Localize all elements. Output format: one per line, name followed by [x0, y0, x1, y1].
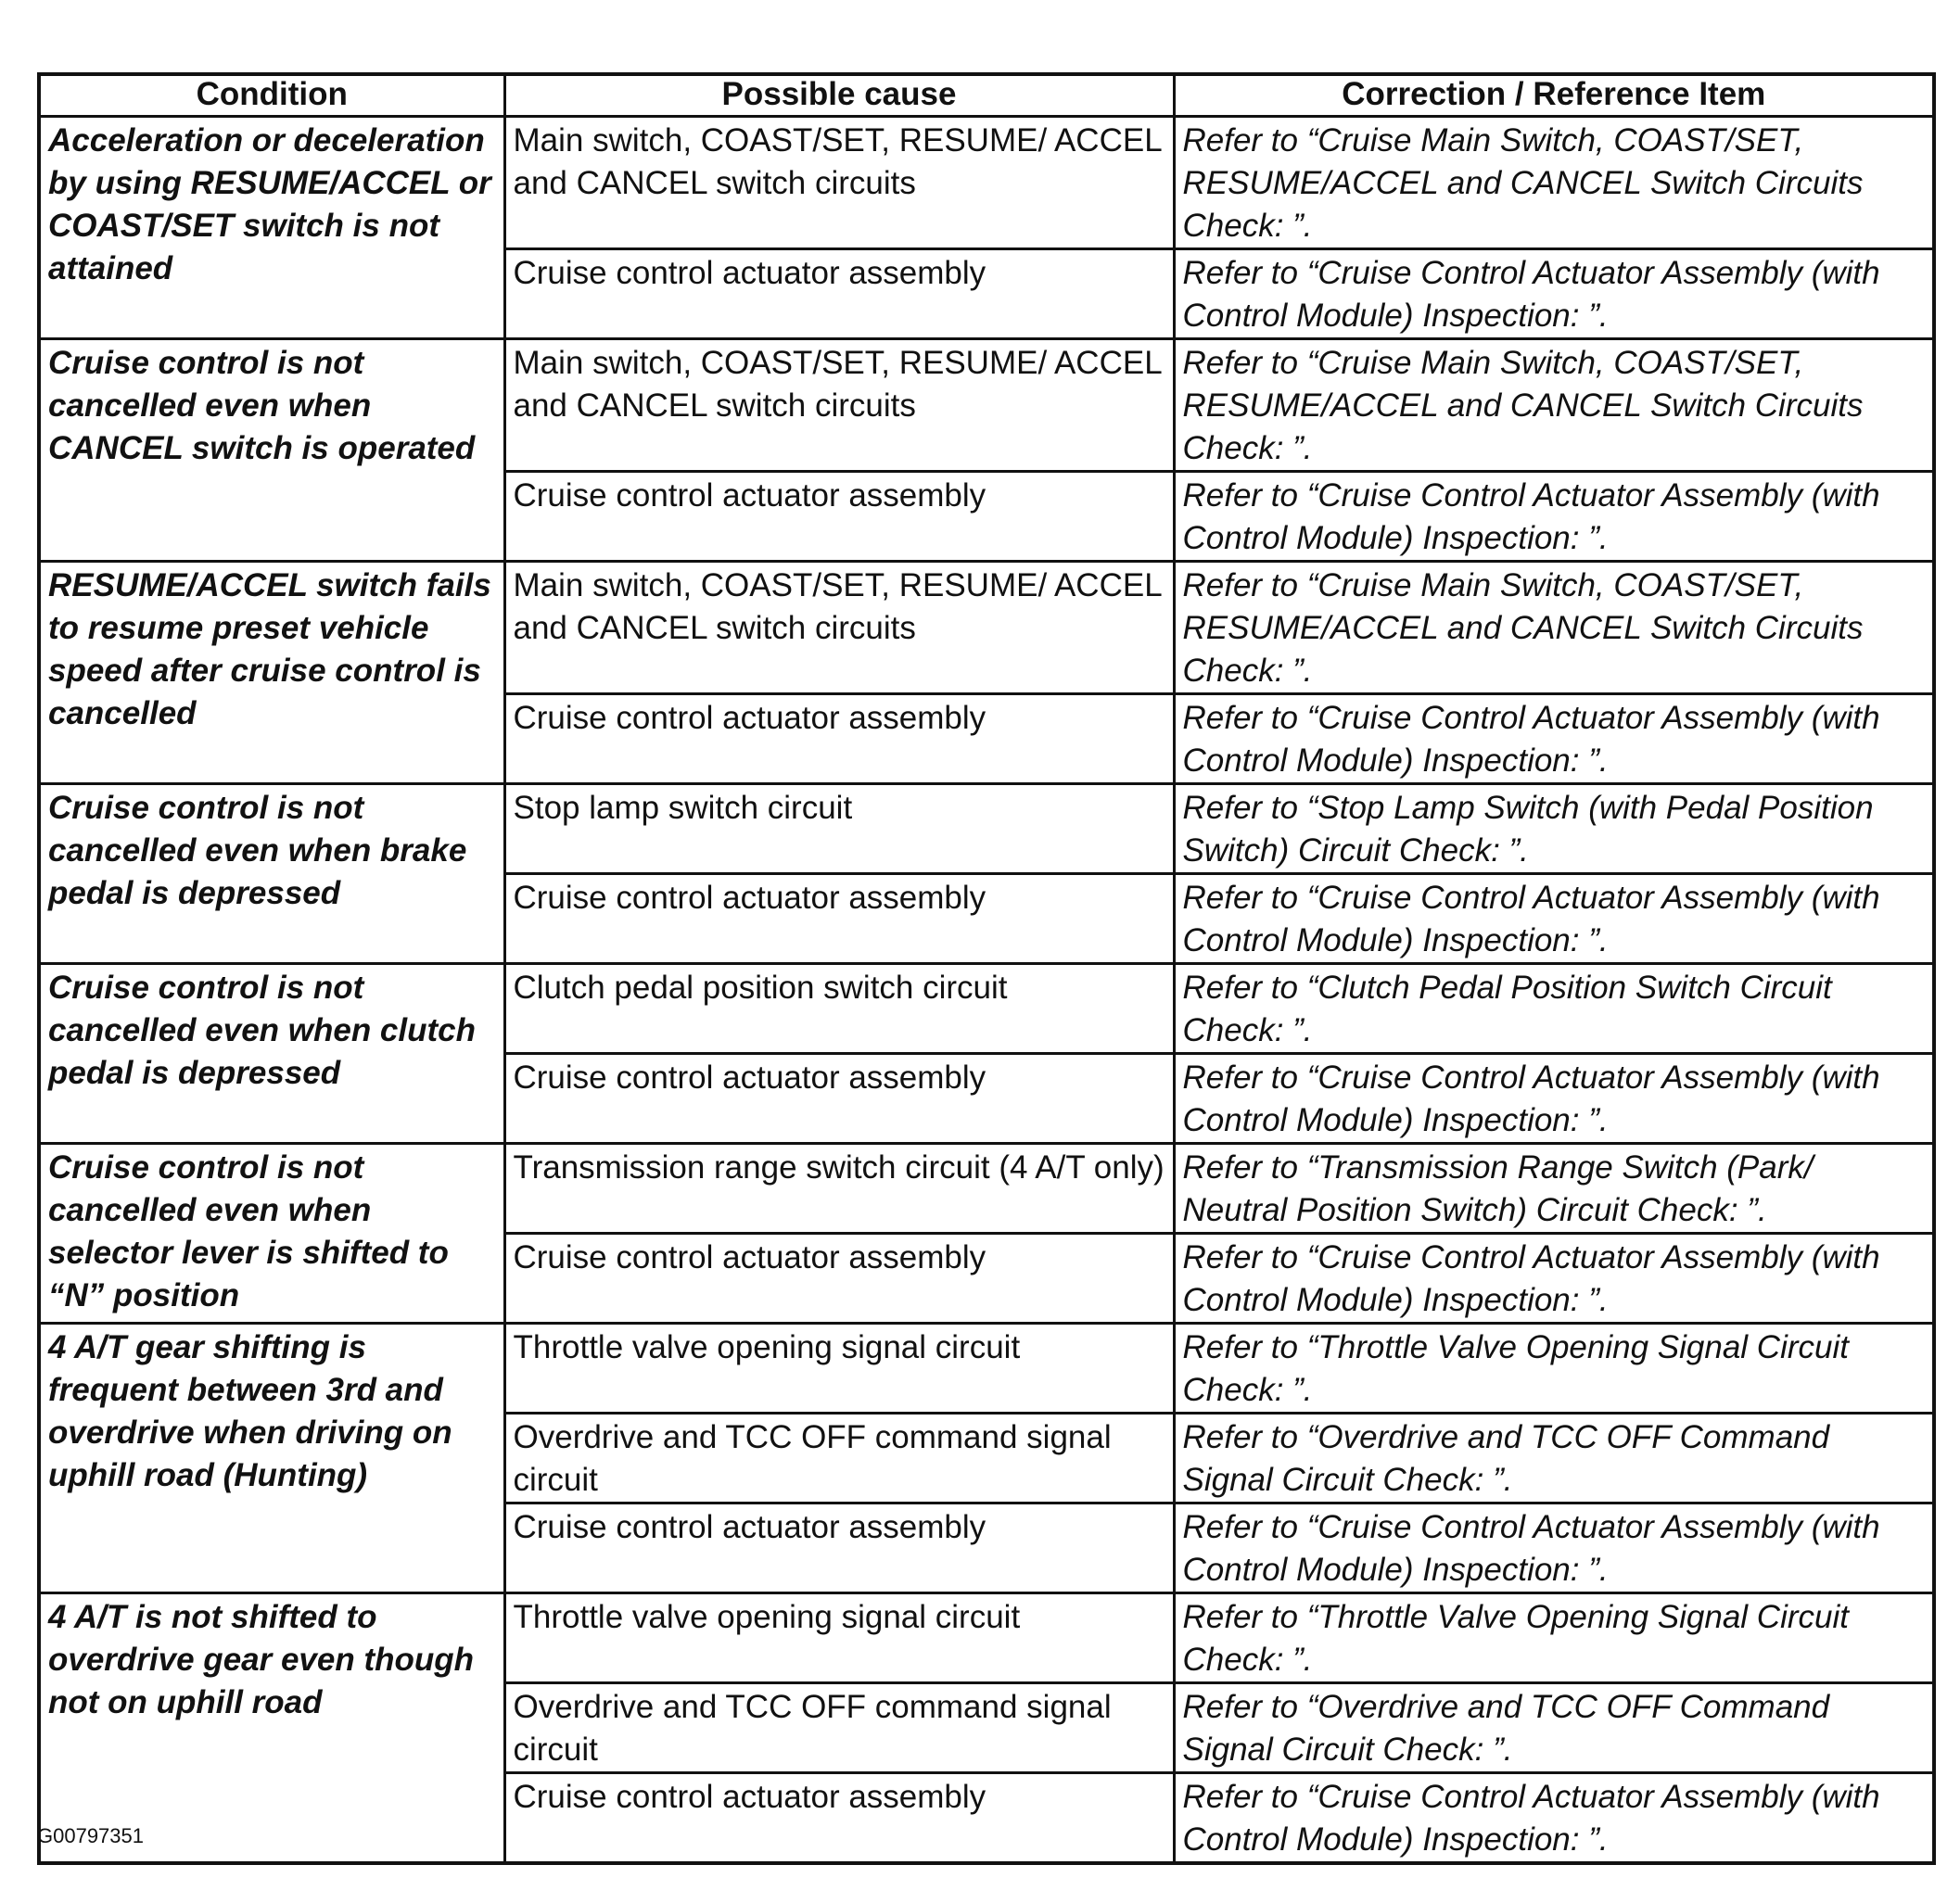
condition-cell: Cruise control is not cancelled even when CANCEL switch is operated — [39, 339, 504, 562]
cause-cell: Cruise control actuator assembly — [504, 1234, 1174, 1324]
correction-cell: Refer to “Cruise Control Actuator Assembly (with Control Module) Inspection: ”. — [1174, 1773, 1934, 1864]
correction-cell: Refer to “Throttle Valve Opening Signal Circuit Check: ”. — [1174, 1324, 1934, 1414]
table-row — [39, 1144, 1934, 1234]
header-possible-cause: Possible cause — [504, 74, 1174, 117]
figure-id-label: G00797351 — [37, 1824, 144, 1847]
correction-cell: Refer to “Cruise Control Actuator Assembly (with Control Module) Inspection: ”. — [1174, 1503, 1934, 1593]
condition-cell: Cruise control is not cancelled even when clutch pedal is depressed — [39, 964, 504, 1144]
cause-cell: Cruise control actuator assembly — [504, 874, 1174, 964]
cause-cell: Main switch, COAST/SET, RESUME/ ACCEL and CANCEL switch circuits — [504, 339, 1174, 472]
correction-cell: Refer to “Cruise Control Actuator Assembly (with Control Module) Inspection: ”. — [1174, 874, 1934, 964]
table-row — [39, 117, 1934, 249]
condition-cell: Cruise control is not cancelled even when brake pedal is depressed — [39, 784, 504, 964]
correction-cell: Refer to “Overdrive and TCC OFF Command Signal Circuit Check: ”. — [1174, 1414, 1934, 1503]
cause-cell: Cruise control actuator assembly — [504, 249, 1174, 339]
table-row — [39, 964, 1934, 1054]
condition-cell: Cruise control is not cancelled even when selector lever is shifted to “N” position — [39, 1144, 504, 1324]
table-row — [39, 339, 1934, 472]
cause-cell: Clutch pedal position switch circuit — [504, 964, 1174, 1054]
correction-cell: Refer to “Throttle Valve Opening Signal Circuit Check: ”. — [1174, 1593, 1934, 1683]
cause-cell: Overdrive and TCC OFF command signal circuit — [504, 1414, 1174, 1503]
condition-cell: 4 A/T gear shifting is frequent between 3rd and overdrive when driving on uphill road (Hunting) — [39, 1324, 504, 1593]
cause-cell: Main switch, COAST/SET, RESUME/ ACCEL and CANCEL switch circuits — [504, 562, 1174, 694]
correction-cell: Refer to “Clutch Pedal Position Switch Circuit Check: ”. — [1174, 964, 1934, 1054]
correction-cell: Refer to “Cruise Main Switch, COAST/SET, RESUME/ACCEL and CANCEL Switch Circuits Check: ”. — [1174, 339, 1934, 472]
cause-cell: Stop lamp switch circuit — [504, 784, 1174, 874]
cause-cell: Overdrive and TCC OFF command signal circuit — [504, 1683, 1174, 1773]
table-row — [39, 562, 1934, 694]
cause-cell: Cruise control actuator assembly — [504, 472, 1174, 562]
diagnosis-table — [37, 72, 1936, 1865]
correction-cell: Refer to “Stop Lamp Switch (with Pedal Position Switch) Circuit Check: ”. — [1174, 784, 1934, 874]
header-condition: Condition — [39, 74, 504, 117]
cause-cell: Cruise control actuator assembly — [504, 1503, 1174, 1593]
correction-cell: Refer to “Transmission Range Switch (Park/ Neutral Position Switch) Circuit Check: ”. — [1174, 1144, 1934, 1234]
cause-cell: Cruise control actuator assembly — [504, 694, 1174, 784]
cause-cell: Throttle valve opening signal circuit — [504, 1324, 1174, 1414]
correction-cell: Refer to “Cruise Control Actuator Assembly (with Control Module) Inspection: ”. — [1174, 472, 1934, 562]
correction-cell: Refer to “Cruise Main Switch, COAST/SET, RESUME/ACCEL and CANCEL Switch Circuits Check: ”. — [1174, 117, 1934, 249]
cause-cell: Main switch, COAST/SET, RESUME/ ACCEL and CANCEL switch circuits — [504, 117, 1174, 249]
correction-cell: Refer to “Cruise Control Actuator Assembly (with Control Module) Inspection: ”. — [1174, 694, 1934, 784]
table-row — [39, 784, 1934, 874]
header-row — [39, 74, 1934, 117]
cause-cell: Throttle valve opening signal circuit — [504, 1593, 1174, 1683]
condition-cell: 4 A/T is not shifted to overdrive gear even though not on uphill road — [39, 1593, 504, 1864]
condition-cell: RESUME/ACCEL switch fails to resume preset vehicle speed after cruise control is cancelled — [39, 562, 504, 784]
correction-cell: Refer to “Cruise Main Switch, COAST/SET, RESUME/ACCEL and CANCEL Switch Circuits Check: ”. — [1174, 562, 1934, 694]
cause-cell: Cruise control actuator assembly — [504, 1054, 1174, 1144]
table-row — [39, 1324, 1934, 1414]
correction-cell: Refer to “Overdrive and TCC OFF Command Signal Circuit Check: ”. — [1174, 1683, 1934, 1773]
correction-cell: Refer to “Cruise Control Actuator Assembly (with Control Module) Inspection: ”. — [1174, 1054, 1934, 1144]
cause-cell: Cruise control actuator assembly — [504, 1773, 1174, 1864]
cause-cell: Transmission range switch circuit (4 A/T only) — [504, 1144, 1174, 1234]
header-correction: Correction / Reference Item — [1174, 74, 1934, 117]
table-row — [39, 1593, 1934, 1683]
condition-cell: Acceleration or deceleration by using RESUME/ACCEL or COAST/SET switch is not attained — [39, 117, 504, 339]
correction-cell: Refer to “Cruise Control Actuator Assembly (with Control Module) Inspection: ”. — [1174, 1234, 1934, 1324]
correction-cell: Refer to “Cruise Control Actuator Assembly (with Control Module) Inspection: ”. — [1174, 249, 1934, 339]
